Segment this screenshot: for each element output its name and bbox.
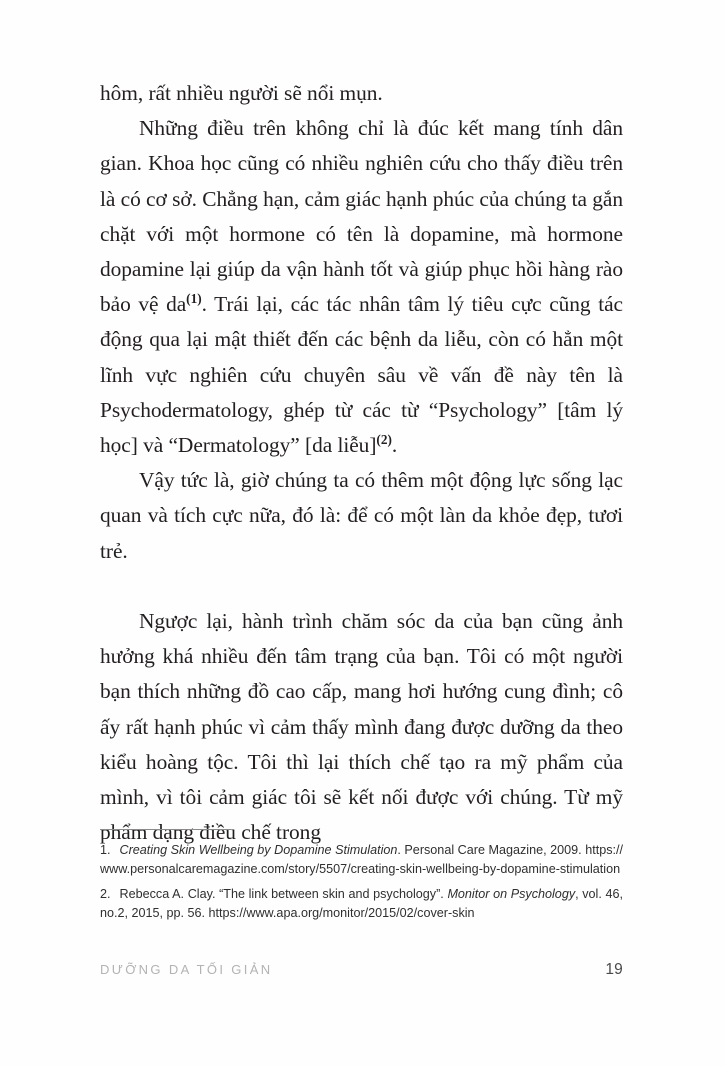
page-number: 19 (605, 961, 623, 978)
paragraph-dopamine-text-3: . (391, 433, 398, 458)
running-head: DƯỠNG DA TỐI GIẢN (100, 962, 273, 977)
paragraph-dopamine-text-2: . Trái lại, các tác nhân tâm lý tiêu cực cũng tác động qua lại mật thiết đến các bệnh da liễu, còn có hẳn một lĩnh vực nghiên cứu chuyên sâu về vấn đề này tên là Psychodermatology, ghép từ các từ “Psychology” [tâm lý học] và “Dermatology” [da liễu] (100, 292, 623, 458)
paragraph-dopamine (100, 111, 623, 463)
footnote-2-publication: Monitor on Psychology (447, 886, 576, 901)
footnote-1-title: Creating Skin Wellbeing by Dopamine Stimulation (119, 843, 398, 857)
footnote-marker-1[interactable]: (1) (186, 291, 202, 307)
footnote-item-1 (100, 841, 623, 880)
footnote-1-number: 1. (100, 843, 111, 857)
body-text-block (100, 76, 623, 850)
footnote-marker-2[interactable]: (2) (376, 431, 392, 447)
footnote-item-2 (100, 885, 623, 924)
footnote-1-url[interactable]: https://www.personalcaremagazine.com/story/5507/creating-skin-wellbeing-by-dopamine-stimulation (100, 843, 623, 877)
footnote-2-number: 2. (100, 886, 111, 901)
footnote-2-url[interactable]: https://www.apa.org/monitor/2015/02/cover-skin (208, 906, 475, 921)
paragraph-motivation: Vậy tức là, giờ chúng ta có thêm một động lực sống lạc quan và tích cực nữa, đó là: để có một làn da khỏe đẹp, tươi trẻ. (100, 468, 623, 563)
paragraph-skincare-journey: Ngược lại, hành trình chăm sóc da của bạn cũng ảnh hưởng khá nhiều đến tâm trạng của bạn. Tôi có một người bạn thích những đồ cao cấp, mang hơi hướng cung đình; cô ấy rất hạnh phúc vì cảm thấy mình đang được dưỡng da theo kiểu hoàng tộc. Tôi thì lại thích chế tạo ra mỹ phẩm của mình, vì tôi cảm giác tôi sẽ kết nối được với chúng. Từ mỹ phẩm dạng điều chế trong (100, 609, 623, 845)
footnote-separator-rule (100, 829, 231, 830)
footnotes-section (100, 829, 623, 924)
page-footer (100, 961, 623, 979)
footnote-2-author-title: Rebecca A. Clay. “The link between skin and psychology”. (119, 886, 448, 901)
paragraph-dopamine-text-1: Những điều trên không chỉ là đúc kết mang tính dân gian. Khoa học cũng có nhiều nghiên cứu cho thấy điều trên là có cơ sở. Chẳng hạn, cảm giác hạnh phúc của chúng ta gắn chặt với một hormone có tên là dopamine, mà hormone dopamine lại giúp da vận hành tốt và giúp phục hồi hàng rào bảo vệ da (100, 116, 623, 317)
footnote-1-source: . Personal Care Magazine, 2009. (397, 843, 586, 857)
footnote-2-details: , vol. 46, no.2, 2015, pp. 56. (100, 886, 624, 921)
paragraph-continuation: hôm, rất nhiều người sẽ nổi mụn. (100, 81, 383, 105)
